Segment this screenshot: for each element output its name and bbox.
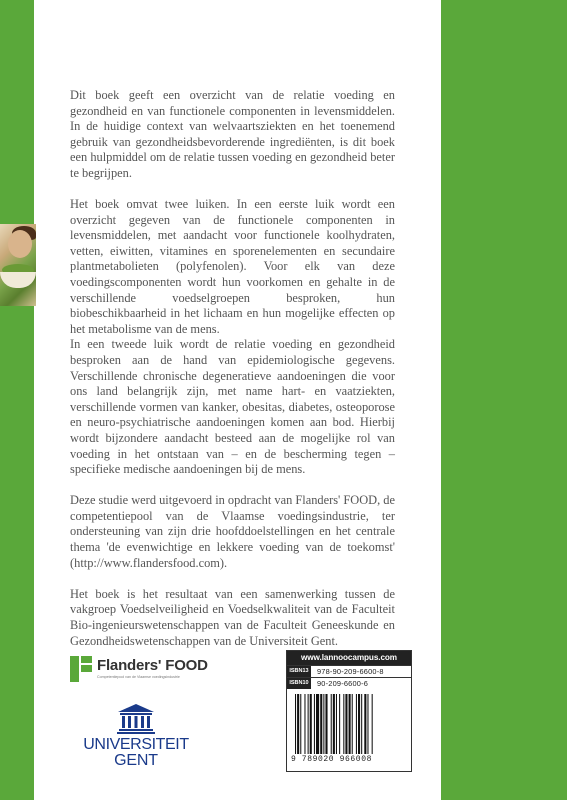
flanders-food-logo xyxy=(70,656,230,682)
publisher-url: www.lannoocampus.com xyxy=(287,651,411,665)
paragraph-commission: Deze studie werd uitgevoerd in opdracht van Flanders' FOOD, de competentiepool van de Vlaamse voedingsindustrie, ter ondersteuning van zijn drie hoofddoelstellingen en het centrale thema 'de evenwichtige en lekkere voeding van de toekomst' (http://www.flandersfood.com). xyxy=(70,493,395,570)
university-building-icon xyxy=(116,702,156,736)
barcode-digits: 9 789020 966008 xyxy=(291,755,373,764)
flanders-food-name: Flanders' FOOD xyxy=(97,657,208,674)
isbn13-row xyxy=(287,665,411,677)
flanders-food-mark-icon xyxy=(70,656,92,682)
isbn13-label: ISBN13 xyxy=(287,666,311,677)
paragraph-part-two: In een tweede luik wordt de relatie voeding en gezondheid besproken aan de hand van epidemiologische gegevens. Verschillende chronische degeneratieve aandoeningen die voor ons land belangrijk zijn, met name hart- en vaatziekten, verschillende vormen van kanker, obesitas, diabetes, osteoporose en neuro-psychiatrische aandoeningen komen aan bod. Hierbij wordt bijzondere aandacht besteed aan de mogelijke rol van voeding in het ontstaan van – en de bescherming tegen – specifieke medische aandoeningen bij de mens. xyxy=(70,337,395,477)
ugent-logo xyxy=(80,702,188,774)
barcode-icon xyxy=(293,694,405,754)
isbn-block xyxy=(286,650,412,772)
cover-photo-fragment xyxy=(0,224,36,306)
ugent-name: UNIVERSITEIT xyxy=(83,736,189,753)
paragraph-collaboration: Het boek is het resultaat van een samenwerking tussen de vakgroep Voedselveiligheid en Voedselkwaliteit van de Faculteit Bio-ingenieurswetenschappen van de Faculteit Geneeskunde en Gezondheidswetenschappen van de Universiteit Gent. xyxy=(70,586,395,648)
paragraph-intro: Dit boek geeft een overzicht van de relatie voeding en gezondheid en van functionele componenten in levensmiddelen. In de huidige context van welvaartsziekten en het toenemend gebruik van gezondheidsbevorderende ingrediënten, is dit boek een hulpmiddel om de relatie tussen voeding en gezondheid beter te begrijpen. xyxy=(70,88,395,180)
paragraph-part-one: Het boek omvat twee luiken. In een eerste luik wordt een overzicht gegeven van de functionele componenten in levensmiddelen, met aandacht voor functionele koolhydraten, vetten, eiwitten, vitamines en sporenelementen en secundaire plantmetabolieten (polyfenolen). Voor elk van deze voedingscomponenten wordt hun voorkomen en gehalte in de verschillende voedselgroepen besproken, hun biobeschikbaarheid in het lichaam en hun mogelijke effecten op het metabolisme van de mens. xyxy=(70,197,395,336)
isbn13-number: 978-90-209-6600-8 xyxy=(317,667,384,676)
isbn10-row xyxy=(287,677,411,689)
isbn10-number: 90-209-6600-6 xyxy=(317,679,369,688)
left-green-band xyxy=(0,0,34,800)
isbn10-label: ISBN10 xyxy=(287,678,311,689)
flanders-food-tagline: Competentiepool van de Vlaamse voedingsindustrie xyxy=(97,675,180,679)
right-green-band xyxy=(441,0,567,800)
blurb-text xyxy=(70,88,395,665)
ugent-city: GENT xyxy=(114,752,158,769)
